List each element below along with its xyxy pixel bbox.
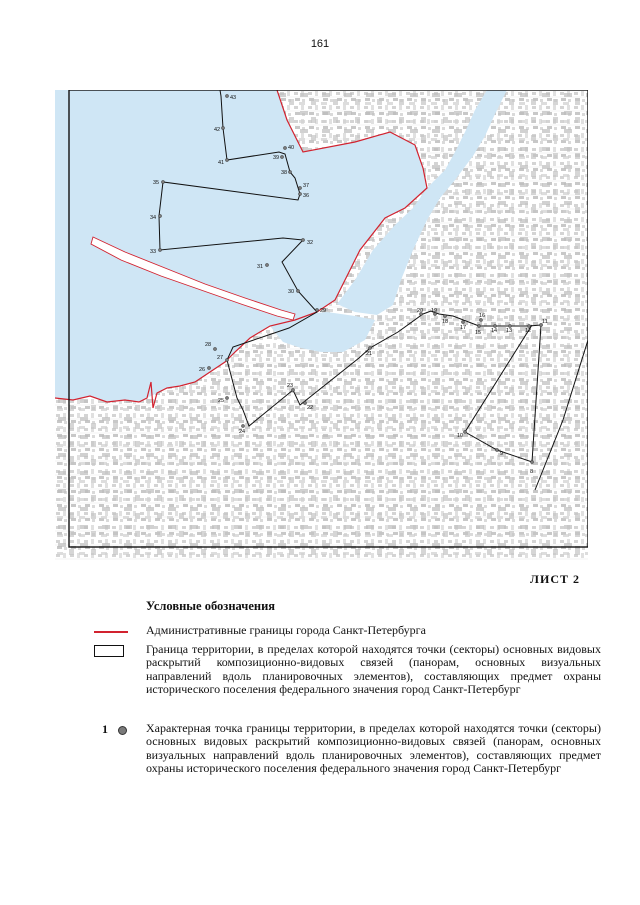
boundary-point-label-30: 30 [288,289,295,295]
boundary-point-33 [158,248,161,251]
boundary-point-label-38: 38 [281,170,288,176]
boundary-point-label-19: 19 [431,308,438,314]
map-canvas [55,90,588,560]
boundary-point-label-16: 16 [479,313,486,319]
boundary-point-43 [225,94,228,97]
red-line-symbol [92,624,140,644]
boundary-point-label-36: 36 [303,193,310,199]
boundary-point-label-28: 28 [205,342,212,348]
legend-title: Условные обозначения [146,599,276,613]
boundary-point-label-13: 13 [506,328,513,334]
map [55,90,588,560]
boundary-point-26 [207,366,210,369]
boundary-point-31 [265,263,268,266]
legend-text-boundary-point: Характерная точка границы территории, в пределах которой находятся точки (секторы) основных видовых раскрытий композиционно-видовых связей (панорам, основных визуальных направлений вдоль планировочных элементов), составляющих предмет охраны исторического поселения федерального значения город Санкт-Петербург [146,721,601,776]
boundary-point-label-25: 25 [218,398,225,404]
point-symbol [92,722,136,742]
boundary-point-label-10: 10 [457,433,464,439]
boundary-point-label-33: 33 [150,249,157,255]
boundary-point-label-23: 23 [287,383,294,389]
sheet-label: ЛИСТ 2 [530,572,580,586]
boundary-point-38 [288,170,291,173]
boundary-point-label-35: 35 [153,180,160,186]
boundary-point-29 [315,308,318,311]
boundary-point-24 [241,424,244,427]
boundary-point-40 [283,146,286,149]
boundary-point-label-39: 39 [273,155,280,161]
page-number: 161 [310,38,330,50]
boundary-point-label-29: 29 [320,308,327,314]
boundary-point-25 [225,396,228,399]
boundary-point-15 [477,324,480,327]
point-dot-icon [118,726,127,735]
boundary-point-label-24: 24 [239,429,246,435]
boundary-point-17 [461,320,464,323]
boundary-point-21 [368,346,371,349]
boundary-point-label-21: 21 [366,351,373,357]
point-symbol-number: 1 [102,722,108,736]
boundary-point-label-15: 15 [475,330,482,336]
boundary-point-34 [158,214,161,217]
boundary-point-42 [221,126,224,129]
boundary-point-label-43: 43 [230,95,237,101]
boundary-point-8 [530,460,533,463]
boundary-point-label-17: 17 [460,325,467,331]
boundary-point-label-31: 31 [257,264,264,270]
boundary-point-27 [225,358,228,361]
boundary-point-label-20: 20 [417,308,424,314]
boundary-point-label-26: 26 [199,367,206,373]
boundary-point-36 [298,192,301,195]
legend-text-admin-boundary: Административные границы города Санкт-Петербурга [146,623,426,637]
boundary-point-label-8: 8 [530,469,534,475]
boundary-point-28 [213,347,216,350]
boundary-point-label-18: 18 [442,319,449,325]
boundary-point-label-32: 32 [307,240,314,246]
boundary-point-label-27: 27 [217,355,224,361]
boundary-point-label-9: 9 [500,451,504,457]
boundary-point-label-14: 14 [491,328,498,334]
boundary-point-35 [161,180,164,183]
legend-text-territory-boundary: Граница территории, в пределах которой находятся точки (секторы) основных видовых раскрытий композиционно-видовых связей (панорам, основных визуальных направлений вдоль планировочных элементов), составляющих предмет охраны исторического поселения федерального значения город Санкт-Петербург [146,642,601,697]
boundary-point-39 [280,155,283,158]
boundary-point-10 [463,430,466,433]
boundary-point-37 [298,186,301,189]
boundary-point-label-22: 22 [307,405,314,411]
boundary-point-label-11: 11 [542,319,548,325]
boundary-point-30 [296,289,299,292]
boundary-point-label-40: 40 [288,145,295,151]
boundary-point-9 [495,448,498,451]
boundary-point-label-34: 34 [150,215,157,221]
black-frame-symbol [92,643,140,663]
boundary-point-32 [301,238,304,241]
boundary-point-41 [225,158,228,161]
boundary-point-label-41: 41 [218,160,225,166]
boundary-point-18 [443,314,446,317]
boundary-point-label-12: 12 [525,328,532,334]
boundary-point-label-42: 42 [214,127,221,133]
boundary-point-label-37: 37 [303,183,310,189]
